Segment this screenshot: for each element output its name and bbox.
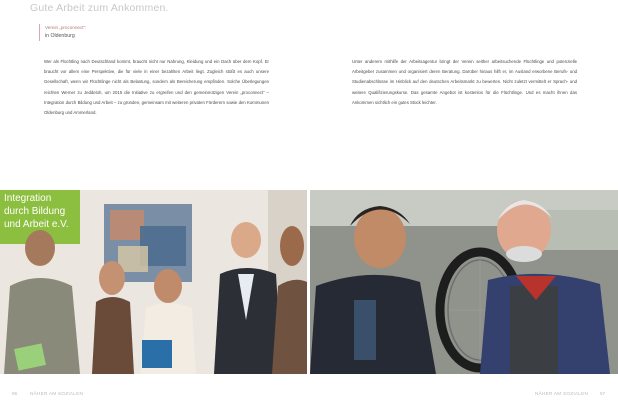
body-text-left: Wer als Flüchtling nach Deutschland kommt, braucht nicht nur Nahrung, Kleidung und ein Dach über dem Kopf. Er braucht vor allem eine Perspektive, die für viele in einer bezahlten Arbeit liegt. Zugleich stößt es auch unsere Gesellschaft, wenn wir Flüchtlinge nicht als Belastung, sondern als Bereicherung empfinden. Solche Überlegungen reichten Werner zu Jeddeloh, um 2015 die Initiative zu ergreifen und den gemeinnützigen Verein „proconnect“ – Integration durch Bildung und Arbeit – zu gründen, gemeinsam mit weiteren privaten Förderern sowie den Kommunen Oldenburg und Ammerland. xyxy=(44,59,269,116)
banner-line-2: durch Bildung xyxy=(4,206,66,217)
page-heading: Gute Arbeit zum Ankommen. xyxy=(30,2,169,14)
quote-place: in Oldenburg xyxy=(45,33,75,39)
group-photo xyxy=(0,190,307,374)
page-number-right: 57 xyxy=(600,391,606,396)
page-number-left: 56 xyxy=(12,391,18,396)
banner-line-3: und Arbeit e.V. xyxy=(4,219,69,230)
bicycle-workshop-photo xyxy=(310,190,618,374)
quote-block xyxy=(39,24,86,41)
group-photo-illustration xyxy=(0,190,307,374)
quote-label: Verein „proconnect“: xyxy=(45,25,87,30)
body-text-right: Unter anderem mithilfe der Arbeitsagentur bringt der Verein seither arbeitsuchende Flüchtlinge und potenzielle Arbeitgeber zusammen und organisiert deren Beratung. Darüber hinaus hilft er, im Ausland erworbene Berufs- und Studienabschlüsse im Hinblick auf den deutschen Arbeitsmarkt zu bewerten. Nicht zuletzt vermittelt er Sprach- und weitere Qualifizierungskurse. Das gesamte Angebot ist kostenlos für die Flüchtlinge. Und es macht ihnen das Ankommen sichtlich ein gutes Stück leichter. xyxy=(352,59,577,105)
banner-line-1: Integration xyxy=(4,193,52,204)
bicycle-workshop-illustration xyxy=(310,190,618,374)
footer-label-left: NÄHER AM SOZIALEN xyxy=(30,391,84,396)
footer-label-right: NÄHER AM SOZIALEN xyxy=(535,391,589,396)
